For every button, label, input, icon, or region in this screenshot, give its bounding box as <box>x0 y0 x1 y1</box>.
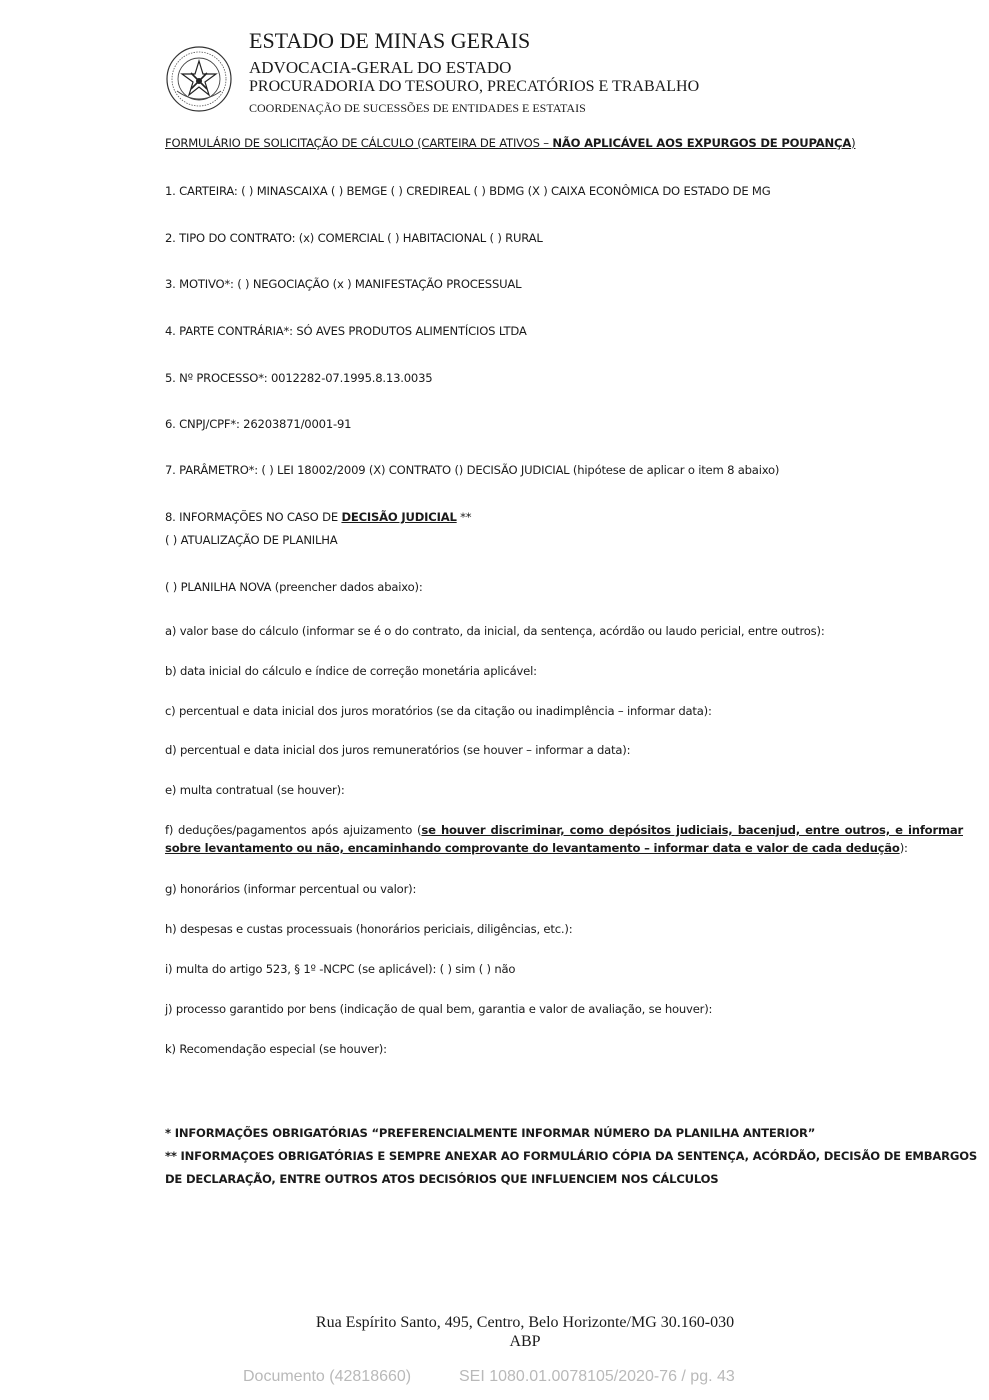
form-title-emphasis: NÃO APLICÁVEL AOS EXPURGOS DE POUPANÇA <box>552 136 852 150</box>
footer-initials: ABP <box>509 1333 541 1350</box>
form-title-text: FORMULÁRIO DE SOLICITAÇÃO DE CÁLCULO (CARTEIRA DE ATIVOS – <box>165 136 553 150</box>
field-j: j) processo garantido por bens (indicação de qual bem, garantia e valor de avaliação, se houver): <box>165 1002 713 1016</box>
stamp-sei-number: SEI 1080.01.0078105/2020-76 / pg. 43 <box>459 1368 735 1385</box>
item-informacoes-emphasis: DECISÃO JUDICIAL <box>341 510 457 524</box>
item-motivo: 3. MOTIVO*: ( ) NEGOCIAÇÃO (x ) MANIFESTAÇÃO PROCESSUAL <box>165 277 522 291</box>
field-f <box>165 821 963 857</box>
stamp-document-id: Documento (42818660) <box>243 1368 412 1385</box>
item-informacoes-text: 8. INFORMAÇÕES NO CASO DE <box>165 510 342 524</box>
header-agency: ADVOCACIA-GERAL DO ESTADO <box>249 58 512 77</box>
option-atualizacao: ( ) ATUALIZAÇÃO DE PLANILHA <box>165 533 338 547</box>
item-informacoes-marker: ** <box>456 510 472 524</box>
footer-address: Rua Espírito Santo, 495, Centro, Belo Horizonte/MG 30.160-030 <box>315 1314 735 1331</box>
field-c: c) percentual e data inicial dos juros moratórios (se da citação ou inadimplência – informar data): <box>165 704 712 718</box>
coat-of-arms-seal-icon <box>165 45 233 113</box>
note-attachments-line1: ** INFORMAÇOES OBRIGATÓRIAS E SEMPRE ANEXAR AO FORMULÁRIO CÓPIA DA SENTENÇA, ACÓRDÃO, DECISÃO DE EMBARGOS <box>165 1149 978 1163</box>
field-k: k) Recomendação especial (se houver): <box>165 1042 387 1056</box>
field-d: d) percentual e data inicial dos juros remuneratórios (se houver – informar a data): <box>165 743 631 757</box>
header-office: PROCURADORIA DO TESOURO, PRECATÓRIOS E TRABALHO <box>249 78 700 95</box>
field-f-emphasis: se houver discriminar, como depósitos judiciais, bacenjud, entre outros, e informar sobre levantamento ou não, encaminhando comprovante do levantamento – informar data e valor de cada dedução <box>165 823 963 855</box>
field-f-text: f) deduções/pagamentos após ajuizamento ( <box>165 823 422 837</box>
field-a: a) valor base do cálculo (informar se é o do contrato, da inicial, da sentença, acórdão ou laudo pericial, entre outros): <box>165 624 825 638</box>
option-planilha-nova: ( ) PLANILHA NOVA (preencher dados abaixo): <box>165 580 423 594</box>
header-state: ESTADO DE MINAS GERAIS <box>249 28 531 53</box>
item-parametro: 7. PARÂMETRO*: ( ) LEI 18002/2009 (X) CONTRATO () DECISÃO JUDICIAL (hipótese de aplicar o item 8 abaixo) <box>165 463 780 477</box>
item-carteira: 1. CARTEIRA: ( ) MINASCAIXA ( ) BEMGE ( ) CREDIREAL ( ) BDMG (X ) CAIXA ECONÔMICA DO ESTADO DE MG <box>165 184 771 198</box>
header-coordination: COORDENAÇÃO DE SUCESSÕES DE ENTIDADES E ESTATAIS <box>249 101 586 115</box>
field-g: g) honorários (informar percentual ou valor): <box>165 882 417 896</box>
item-processo: 5. Nº PROCESSO*: 0012282-07.1995.8.13.0035 <box>165 371 433 385</box>
form-title <box>165 134 855 152</box>
field-h: h) despesas e custas processuais (honorários periciais, diligências, etc.): <box>165 922 573 936</box>
mandatory-notes <box>165 1122 978 1191</box>
field-e: e) multa contratual (se houver): <box>165 783 345 797</box>
field-i: i) multa do artigo 523, § 1º -NCPC (se aplicável): ( ) sim ( ) não <box>165 962 516 976</box>
item-parte-contraria: 4. PARTE CONTRÁRIA*: SÓ AVES PRODUTOS ALIMENTÍCIOS LTDA <box>165 324 527 338</box>
item-cnpj: 6. CNPJ/CPF*: 26203871/0001-91 <box>165 417 352 431</box>
note-attachments-line2: DE DECLARAÇÃO, ENTRE OUTROS ATOS DECISÓRIOS QUE INFLUENCIEM NOS CÁLCULOS <box>165 1172 719 1186</box>
item-informacoes <box>165 508 471 526</box>
note-required-info: * INFORMAÇÕES OBRIGATÓRIAS “PREFERENCIALMENTE INFORMAR NÚMERO DA PLANILHA ANTERIOR” <box>165 1126 816 1140</box>
form-title-end: ) <box>851 136 856 150</box>
field-f-end: ): <box>899 841 908 855</box>
field-b: b) data inicial do cálculo e índice de correção monetária aplicável: <box>165 664 537 678</box>
item-tipo-contrato: 2. TIPO DO CONTRATO: (x) COMERCIAL ( ) HABITACIONAL ( ) RURAL <box>165 231 543 245</box>
